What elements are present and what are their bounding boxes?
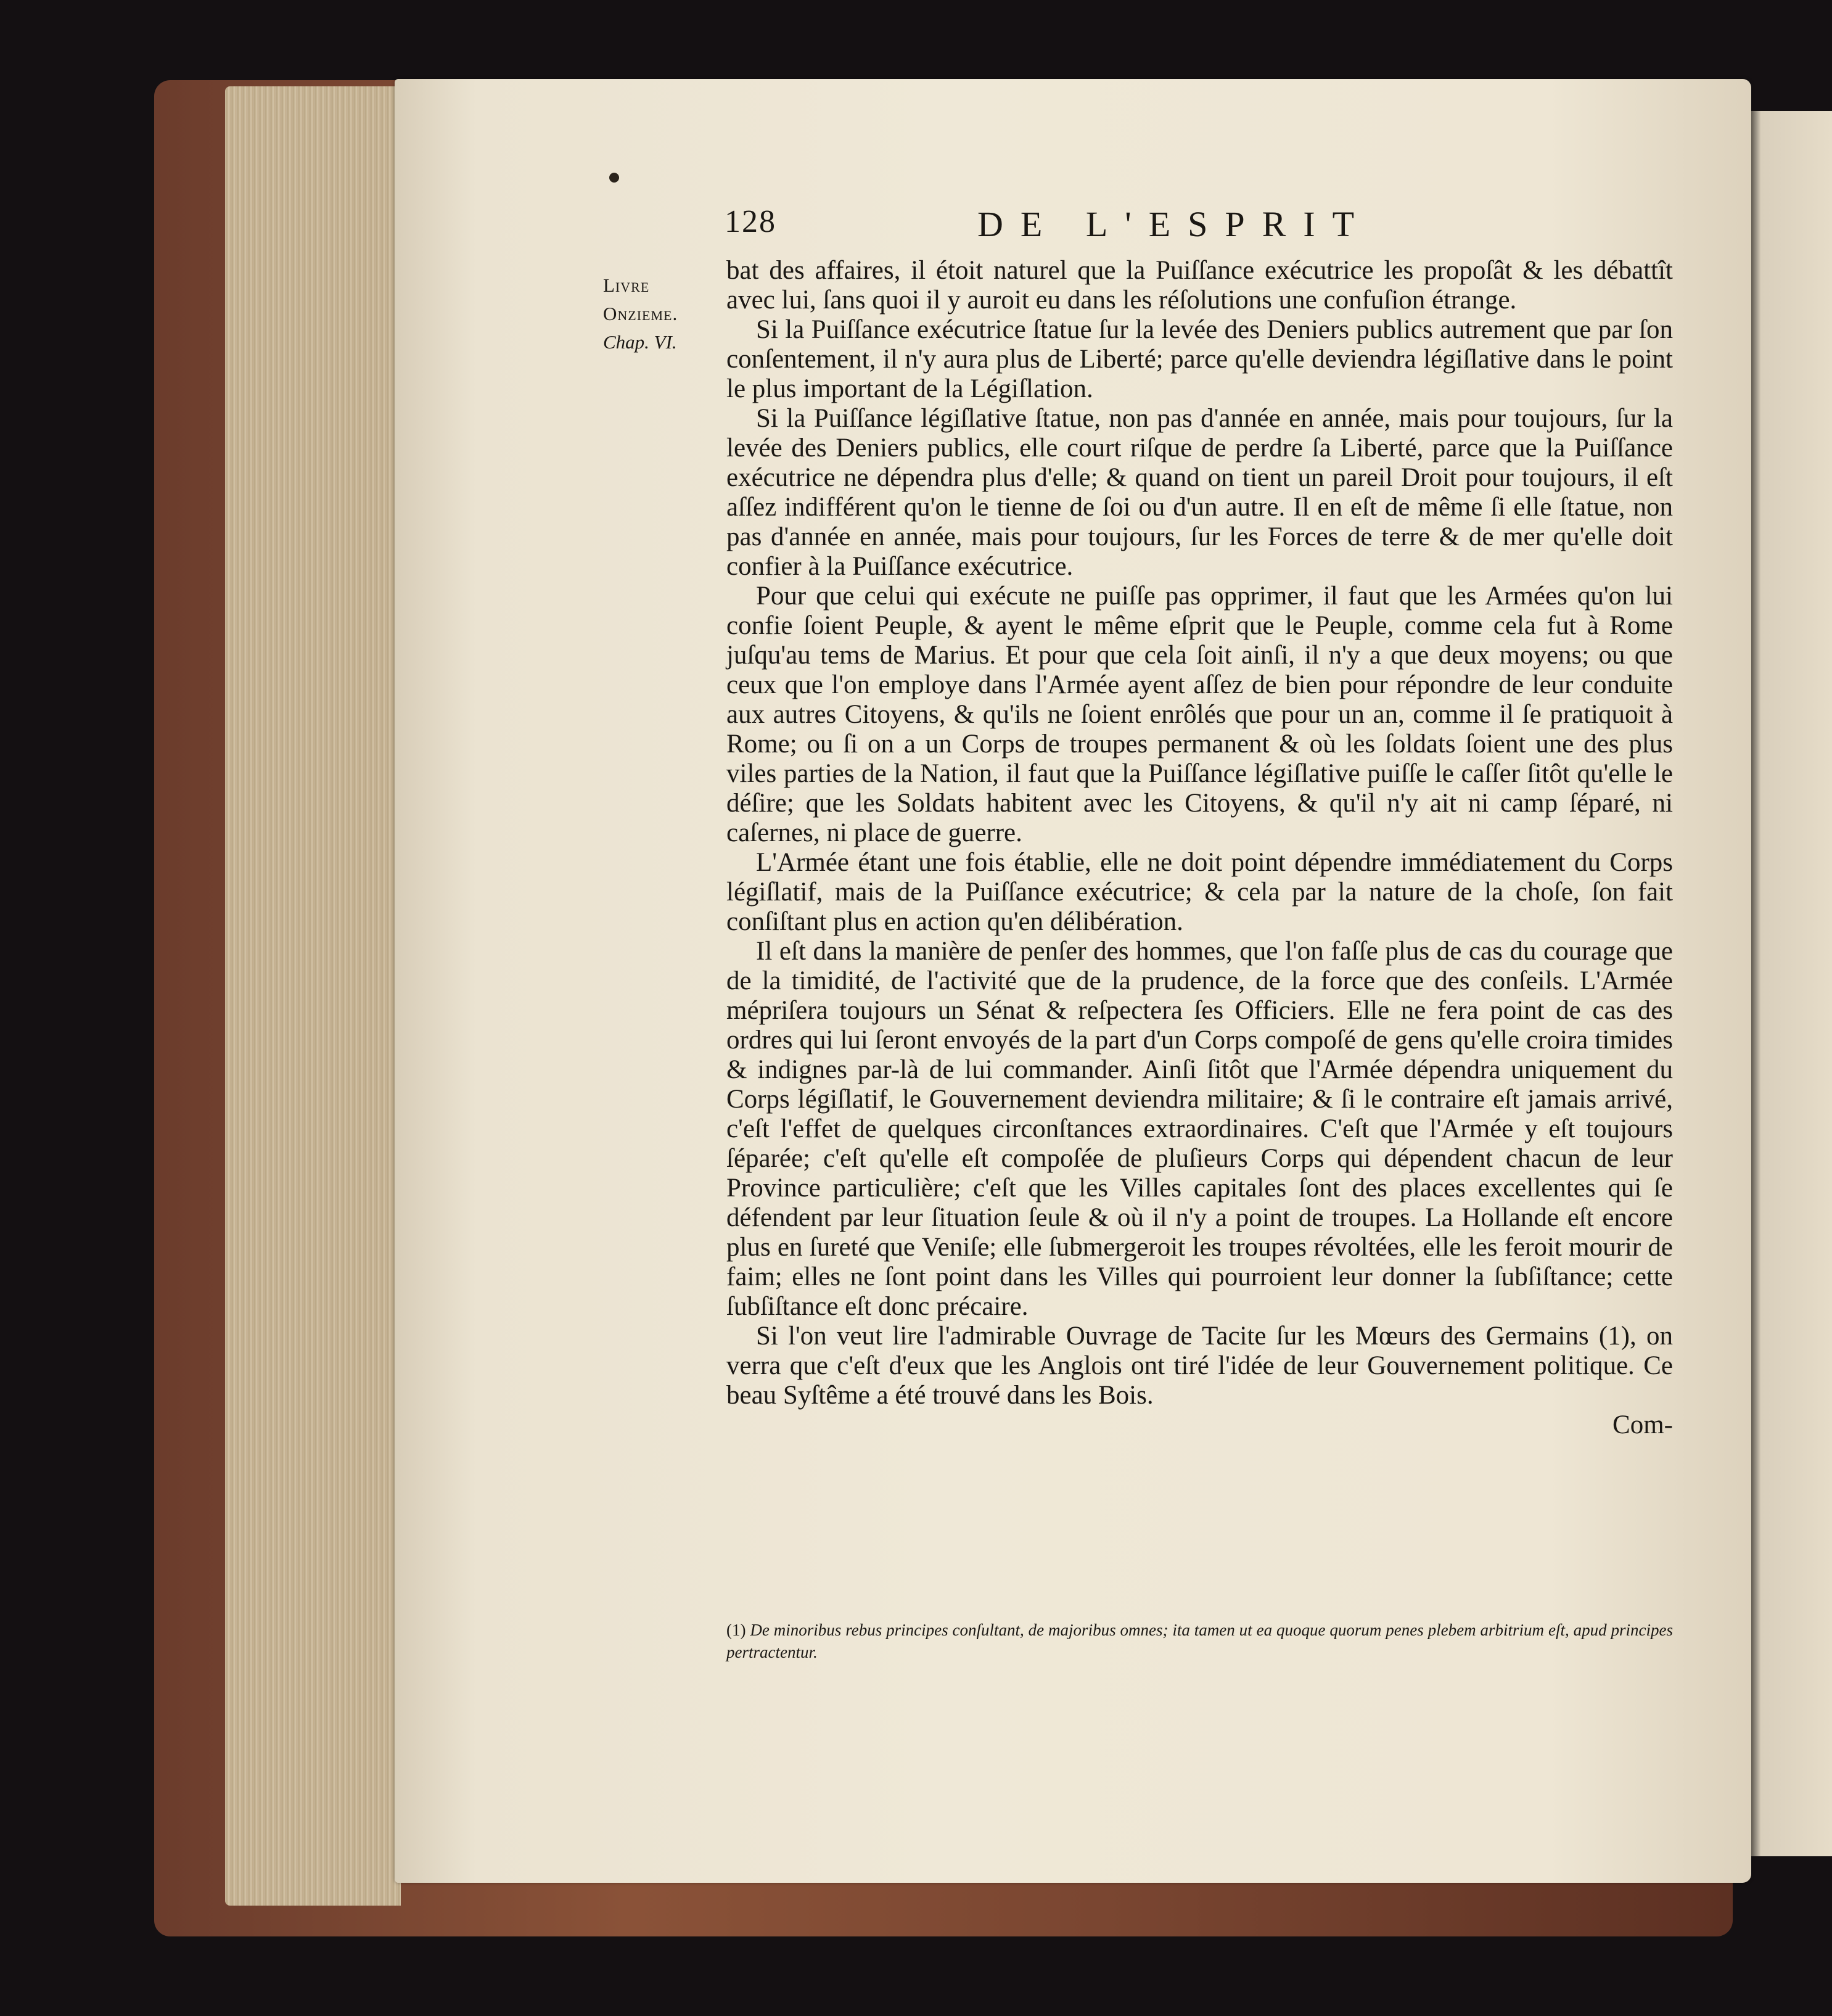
page-edges: [225, 86, 401, 1906]
paragraph-2: Si la Puiſſance exécutrice ſtatue ſur la levée des Deniers publics autrement que par ſon conſentement, il n'y aura plus de Liberté; parce qu'elle deviendra légiſlative dans le point le plus important de la Légiſlation.: [726, 315, 1673, 403]
margin-note: [603, 271, 726, 356]
paragraph-1: bat des affaires, il étoit naturel que la Puiſſance exécutrice les propoſât & les débattît avec lui, ſans quoi il y auroit eu dans les réſolutions une confuſion étrange.: [726, 256, 1673, 315]
body-text: [726, 256, 1673, 1440]
footnote: [726, 1619, 1673, 1663]
paragraph-5: L'Armée étant une fois établie, elle ne doit point dépendre immédiatement du Corps légiſlatif, mais de la Puiſſance exécutrice; & cela par la nature de la choſe, ſon fait conſiſtant plus en action qu'en délibération.: [726, 848, 1673, 936]
paragraph-6: Il eſt dans la manière de penſer des hommes, que l'on faſſe plus de cas du courage que de la timidité, de l'activité que de la prudence, de la force que des conſeils. L'Armée mépriſera toujours un Sénat & reſpectera ſes Officiers. Elle ne fera point de cas des ordres qui lui ſeront envoyés de la part d'un Corps compoſé de gens qu'elle croira timides & indignes par-là de lui commander. Ainſi ſitôt que l'Armée dépendra uniquement du Corps légiſlatif, le Gouvernement deviendra militaire; & ſi le contraire eſt jamais arrivé, c'eſt l'effet de quelques circonſtances extraordinaires. C'eſt que l'Armée y eſt toujours ſéparée; c'eſt qu'elle eſt compoſée de pluſieurs Corps qui dépendent chacun de leur Province particulière; c'eſt que les Villes capitales ſont des places excellentes qui ſe défendent par leur ſituation ſeule & où il n'y a point de troupes. La Hollande eſt encore plus en ſureté que Veniſe; elle ſubmergeroit les troupes révoltées, elle les feroit mourir de faim; elles ne ſont point dans les Villes qui pourroient leur donner la ſubſiſtance; cette ſubſiſtance eſt donc précaire.: [726, 937, 1673, 1321]
facing-page-edge: [1751, 111, 1832, 1856]
paragraph-7: Si l'on veut lire l'admirable Ouvrage de Tacite ſur les Mœurs des Germains (1), on verra que c'eſt d'eux que les Anglois ont tiré l'idée de leur Gouvernement politique. Ce beau Syſtême a été trouvé dans les Bois.: [726, 1322, 1673, 1410]
catchword: Com-: [1612, 1410, 1673, 1439]
paragraph-4: Pour que celui qui exécute ne puiſſe pas opprimer, il faut que les Armées qu'on lui confie ſoient Peuple, & ayent le même eſprit que le Peuple, comme cela fut à Rome juſqu'au tems de Marius. Et pour que cela ſoit ainſi, il n'y a que deux moyens; ou que ceux que l'on employe dans l'Armée ayent aſſez de bien pour répondre de leur conduite aux autres Citoyens, & qu'ils ne ſoient enrôlés que pour un an, comme il ſe pratiquoit à Rome; ou ſi on a un Corps de troupes permanent & où les ſoldats ſoient une des plus viles parties de la Nation, il faut que la Puiſſance légiſlative puiſſe le caſſer ſitôt qu'elle le déſire; que les Soldats habitent avec les Citoyens, & qu'il n'y ait ni camp ſéparé, ni caſernes, ni place de guerre.: [726, 582, 1673, 847]
margin-onzieme: Onzieme.: [603, 303, 678, 324]
running-title: DE L'ESPRIT: [977, 204, 1372, 244]
margin-chapitre: Chap. VI.: [603, 331, 677, 353]
paragraph-3: Si la Puiſſance légiſlative ſtatue, non pas d'année en année, mais pour toujours, ſur la levée des Deniers publics, elle court riſque de perdre ſa Liberté, parce que la Puiſſance exécutrice ne dépendra plus d'elle; & quand on tient un pareil Droit pour toujours, il eſt aſſez indifférent qu'on le tienne de ſoi ou d'un autre. Il en eſt de même ſi elle ſtatue, non pas d'année en année, mais pour toujours, ſur les Forces de terre & de mer qu'elle doit confier à la Puiſſance exécutrice.: [726, 404, 1673, 581]
footnote-text: De minoribus rebus principes conſultant, de majoribus omnes; ita tamen ut ea quoque quorum penes plebem arbitrium eſt, apud principes pertractentur.: [726, 1621, 1674, 1661]
footnote-mark: (1): [726, 1621, 746, 1639]
running-head: [725, 204, 1387, 253]
page-number: 128: [725, 204, 776, 239]
ink-spot: [609, 173, 619, 183]
margin-livre: Livre: [603, 274, 650, 296]
